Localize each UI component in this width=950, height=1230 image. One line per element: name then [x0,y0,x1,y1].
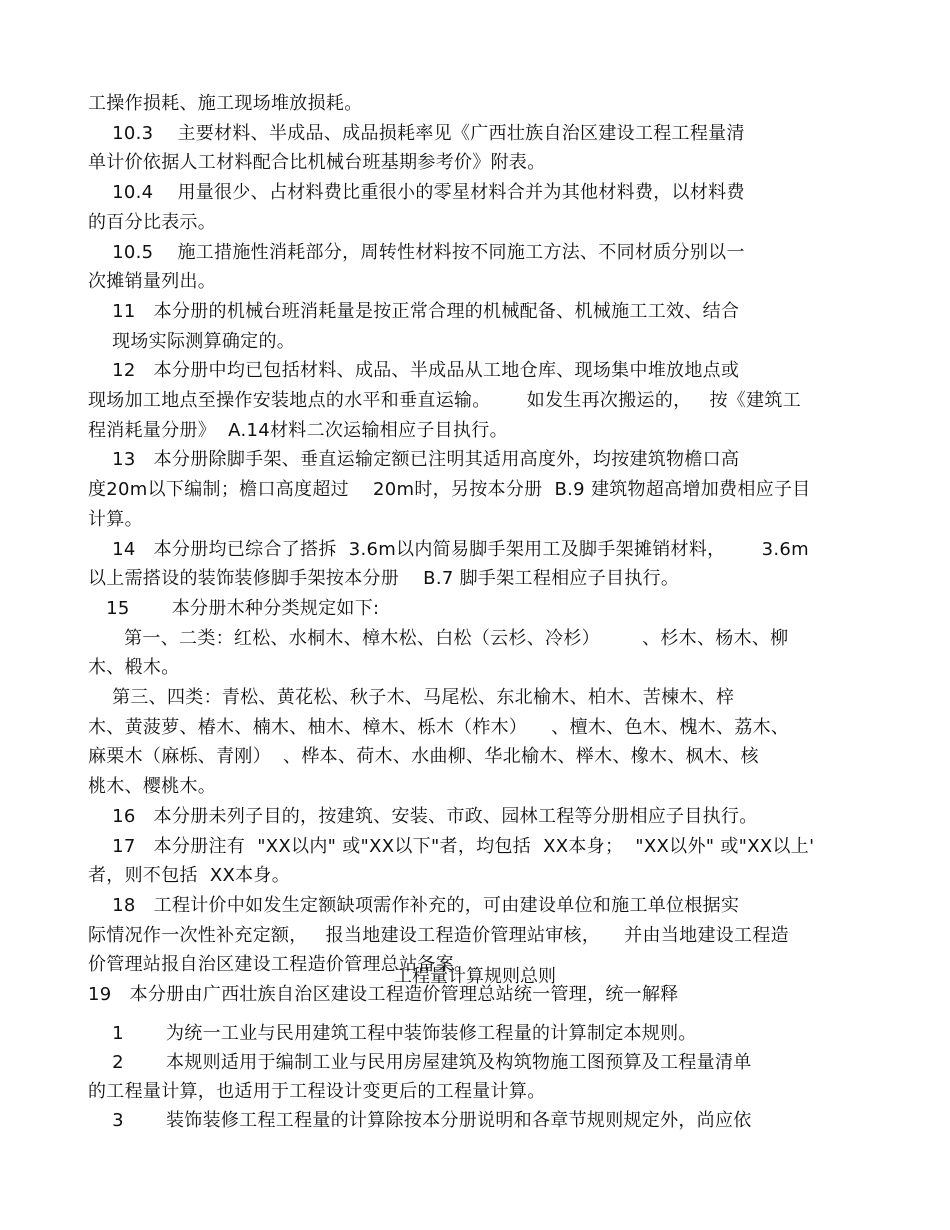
text-line: 的百分比表示。 [88,211,217,233]
text-line: 现场实际测算确定的。 [88,330,296,352]
section-title: 工程量计算规则总则 [394,966,556,987]
text-line: 现场加工地点至操作安装地点的水平和垂直运输。 如发生再次搬运的， 按《建筑工 [88,390,801,411]
text-line: 木、黄菠萝、椿木、楠木、柚木、樟木、栎木（柞木） 、檀木、色木、槐木、荔木、 [88,716,790,738]
text-line: 次摊销量列出。 [88,271,217,293]
text-line: 10.4 用量很少、占材料费比重很小的零星材料合并为其他材料费，以材料费 [88,182,745,204]
text-line: 工操作损耗、施工现场堆放损耗。 [88,93,363,114]
text-line: 16 本分册未列子目的，按建筑、安装、市政、园林工程等分册相应子目执行。 [88,805,758,827]
text-line: 麻栗木（麻栎、青刚） 、桦本、荷木、水曲柳、华北榆木、榉木、橡木、枫木、核 [88,746,759,768]
text-line: 18 工程计价中如发生定额缺项需作补充的，可由建设单位和施工单位根据实 [88,894,740,916]
text-line: 第一、二类：红松、水桐木、樟木松、白松（云杉、冷杉） 、杉木、杨木、柳 [88,627,789,649]
text-line: 际情况作一次性补充定额， 报当地建设工程造价管理站审核， 并由当地建设工程造 [88,924,789,946]
text-line: 单计价依据人工材料配合比机械台班基期参考价》附表。 [88,152,546,174]
text-line: 17 本分册注有 "XX以内" 或"XX以下"者，均包括 XX本身； "XX以外" 或"XX以上' [88,835,815,857]
text-line: 10.5 施工措施性消耗部分，周转性材料按不同施工方法、不同材质分别以一 [88,241,745,263]
text-line: 木、椴木。 [88,657,180,679]
rule-line: 3 装饰装修工程工程量的计算除按本分册说明和各章节规则规定外，尚应依 [88,1110,752,1131]
text-line: 桃木、樱桃木。 [88,776,217,798]
text-line: 15 本分册木种分类规定如下: [88,597,380,619]
text-line: 计算。 [88,508,143,530]
rule-line: 的工程量计算，也适用于工程设计变更后的工程量计算。 [88,1081,546,1102]
text-line: 程消耗量分册》 A.14材料二次运输相应子目执行。 [88,419,508,441]
text-line: 13 本分册除脚手架、垂直运输定额已注明其适用高度外，均按建筑物檐口高 [88,449,740,471]
text-line: 度20m以下编制；檐口高度超过 20m时，另按本分册 B.9 建筑物超高增加费相应子目 [88,479,811,501]
text-line: 12 本分册中均已包括材料、成品、半成品从工地仓库、现场集中堆放地点或 [88,360,740,382]
rule-line: 2 本规则适用于编制工业与民用房屋建筑及构筑物施工图预算及工程量清单 [88,1052,752,1073]
text-line: 19 本分册由广西壮族自治区建设工程造价管理总站统一管理，统一解释 [88,984,679,1005]
text-line: 者，则不包括 XX本身。 [88,865,291,887]
text-line: 第三、四类：青松、黄花松、秋子木、马尾松、东北榆木、柏木、苦楝木、梓 [88,687,735,708]
text-line: 11 本分册的机械台班消耗量是按正常合理的机械配备、机械施工工效、结合 [88,300,740,322]
rule-line: 1 为统一工业与民用建筑工程中装饰装修工程量的计算制定本规则。 [88,1023,697,1044]
text-line: 价管理站报自治区建设工程造价管理总站备案。 [88,954,473,976]
text-line: 10.3 主要材料、半成品、成品损耗率见《广西壮族自治区建设工程工程量清 [88,122,745,144]
text-line: 14 本分册均已综合了搭拆 3.6m以内简易脚手架用工及脚手架摊销材料， 3.6m [88,538,809,560]
text-line: 以上需搭设的装饰装修脚手架按本分册 B.7 脚手架工程相应子目执行。 [88,568,680,590]
